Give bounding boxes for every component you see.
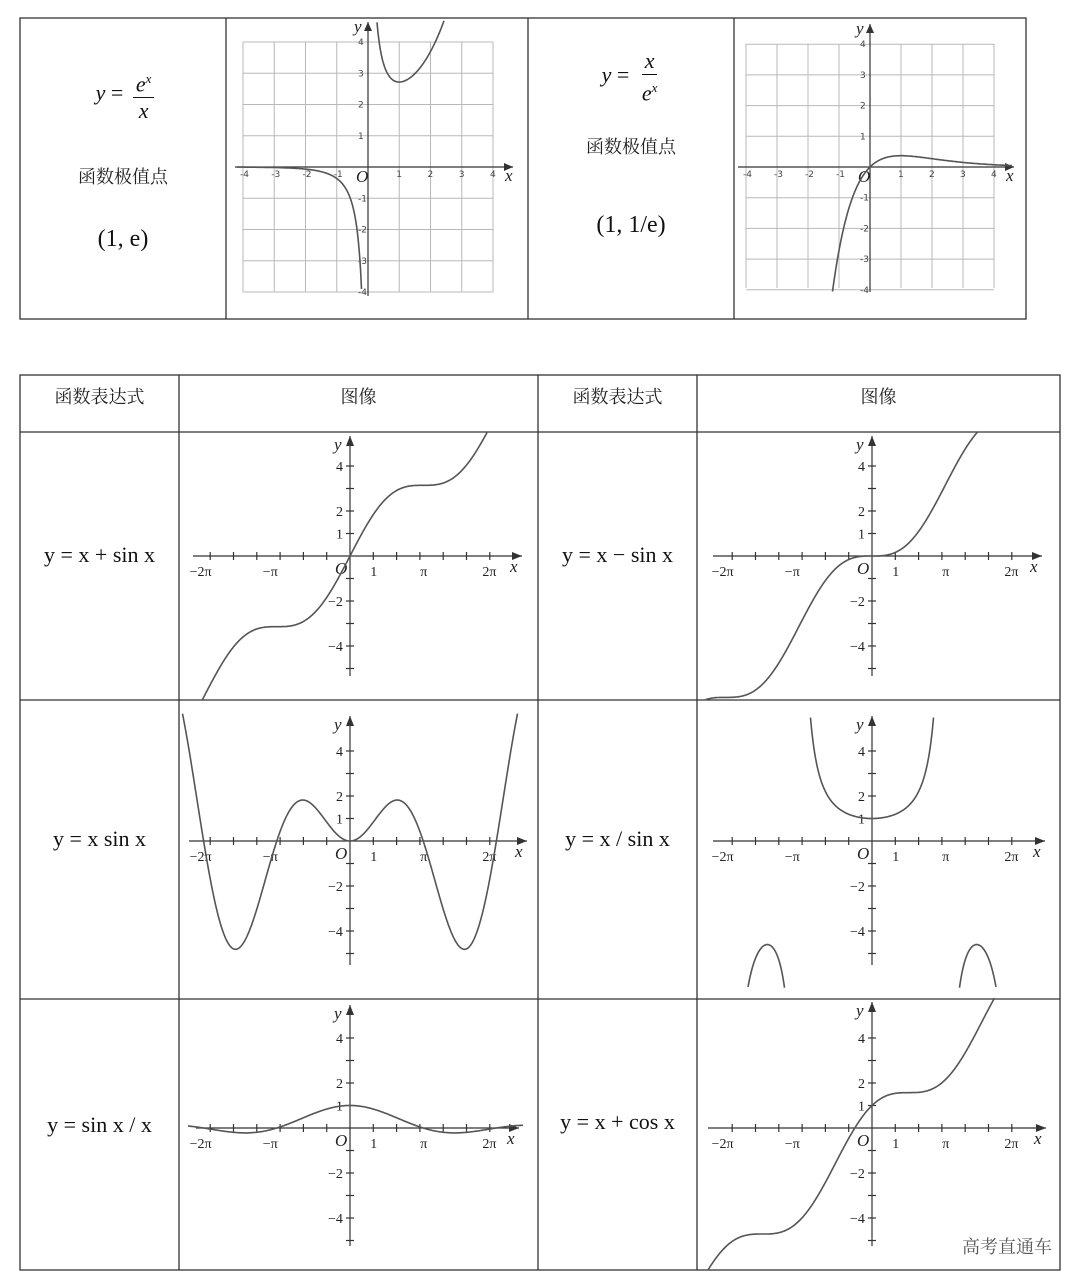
y-axis-arrow	[364, 22, 372, 31]
fraction-denominator	[639, 75, 661, 106]
origin-label: O	[335, 559, 348, 578]
x-tick-label: O	[356, 167, 369, 186]
x-axis-label: x	[1033, 842, 1041, 861]
watermark: 高考直通车	[962, 1237, 1052, 1258]
y-axis-arrow	[866, 24, 874, 33]
y-tick-label: 1	[858, 1099, 865, 1115]
x-tick-label: π	[420, 850, 428, 865]
x-tick-label: π	[942, 1137, 950, 1152]
y-tick-label: 4	[336, 745, 343, 760]
y-tick-label: -4	[860, 285, 869, 296]
function-curve	[237, 21, 444, 289]
charts-layer	[183, 17, 1047, 1270]
formula-x-plus-sinx: y = x + sin x	[44, 542, 155, 567]
chart-5	[183, 714, 528, 965]
y-tick-label: 2	[336, 1077, 343, 1092]
y-tick-label: −2	[850, 880, 865, 895]
y-tick-label: −2	[328, 880, 343, 895]
y-tick-label: 2	[860, 101, 866, 112]
formula-ex-over-x	[60, 66, 190, 124]
formula-x-over-sinx: y = x / sin x	[565, 826, 670, 851]
x-axis-label: x	[510, 557, 518, 576]
y-axis-arrow	[868, 1002, 876, 1012]
y-tick-label: 4	[858, 460, 865, 475]
numerator-exponent: x	[145, 71, 152, 86]
origin-label: O	[335, 844, 348, 863]
y-tick-label: −4	[328, 925, 343, 940]
x-tick-label: −2π	[711, 850, 734, 865]
x-tick-label: −2π	[711, 1137, 734, 1152]
y-tick-label: −4	[850, 925, 865, 940]
x-tick-label: -1	[333, 170, 343, 180]
y-tick-label: 1	[858, 527, 865, 543]
x-tick-label: 3	[960, 170, 966, 180]
y-tick-label: 2	[336, 790, 343, 805]
y-tick-label: -3	[358, 256, 367, 267]
y-tick-label: 4	[860, 40, 866, 51]
x-tick-label: -3	[774, 170, 783, 180]
y-axis-arrow	[868, 436, 876, 446]
formula-sinx-over-x: y = sin x / x	[47, 1112, 152, 1137]
x-tick-label: π	[942, 850, 950, 865]
function-curve	[705, 432, 978, 700]
y-tick-label: 2	[358, 100, 364, 111]
x-tick-label: 1	[370, 1137, 378, 1152]
y-tick-label: -1	[860, 193, 869, 204]
chart-6	[712, 715, 1045, 988]
y-tick-label: 1	[358, 131, 364, 142]
y-tick-label: 4	[336, 460, 343, 475]
x-axis-label: x	[505, 166, 513, 185]
x-tick-label: −π	[262, 565, 278, 580]
fraction-numerator	[133, 66, 155, 98]
chart-1	[235, 17, 513, 298]
y-tick-label: 1	[336, 812, 343, 828]
origin-label: O	[857, 844, 870, 863]
y-tick-label: 4	[336, 1032, 343, 1047]
x-tick-label: π	[942, 565, 950, 580]
y-tick-label: −4	[328, 1212, 343, 1227]
x-tick-label: −π	[784, 565, 800, 580]
formula-y: y	[601, 62, 612, 88]
function-curve	[188, 1106, 523, 1133]
y-axis-label: y	[334, 435, 342, 454]
header-expression-2: 函数表达式	[572, 387, 663, 408]
y-tick-label: 2	[858, 505, 865, 520]
y-tick-label: -2	[860, 224, 869, 235]
x-tick-label: −π	[784, 850, 800, 865]
header-expression-1: 函数表达式	[54, 387, 145, 408]
y-tick-label: −2	[328, 1167, 343, 1182]
extreme-label-1: 函数极值点	[78, 167, 168, 188]
origin-label: O	[857, 559, 870, 578]
x-tick-label: −2π	[711, 565, 734, 580]
x-tick-label: −2π	[189, 1137, 212, 1152]
formula-y: y	[95, 80, 106, 106]
extreme-point-2: (1, 1/e)	[596, 212, 666, 238]
x-tick-label: −π	[784, 1137, 800, 1152]
y-tick-label: 2	[858, 790, 865, 805]
y-axis-label: y	[856, 19, 864, 38]
y-axis-arrow	[346, 1005, 354, 1015]
x-tick-label: 2π	[482, 1137, 497, 1152]
fraction-numerator	[642, 48, 658, 75]
x-tick-label: -4	[743, 170, 752, 180]
x-axis-label: x	[1006, 166, 1014, 185]
x-tick-label: -1	[836, 170, 845, 180]
y-axis-label: y	[856, 1001, 864, 1020]
chart-3	[190, 433, 522, 700]
x-axis-label: x	[515, 842, 523, 861]
y-tick-label: 3	[358, 69, 364, 80]
y-tick-label: 2	[858, 1077, 865, 1092]
origin-label: O	[857, 1131, 870, 1150]
x-tick-label: 2	[427, 170, 434, 180]
x-tick-label: O	[858, 167, 871, 186]
y-tick-label: −4	[850, 640, 865, 655]
x-tick-label: 2π	[1004, 850, 1019, 865]
y-tick-label: -3	[860, 255, 869, 266]
x-tick-label: 1	[892, 850, 900, 865]
x-axis-label: x	[1030, 557, 1038, 576]
x-tick-label: 3	[458, 170, 465, 180]
y-axis-arrow	[346, 436, 354, 446]
extreme-point-1: (1, e)	[97, 226, 149, 252]
x-axis-label: x	[507, 1129, 515, 1148]
x-tick-label: 1	[396, 170, 402, 180]
formula-equals: =	[110, 80, 124, 106]
x-tick-label: 1	[898, 170, 904, 180]
fraction	[639, 48, 661, 106]
x-tick-label: 4	[490, 170, 496, 180]
formula-x-plus-cosx: y = x + cos x	[560, 1109, 675, 1134]
chart-4	[705, 432, 1042, 700]
x-tick-label: 2π	[1004, 1137, 1019, 1152]
y-tick-label: −4	[328, 640, 343, 655]
fraction	[133, 66, 155, 124]
x-tick-label: 1	[892, 1137, 900, 1152]
extreme-label-2: 函数极值点	[586, 137, 676, 158]
x-tick-label: π	[420, 565, 428, 580]
y-axis-arrow	[868, 716, 876, 726]
origin-label: O	[335, 1131, 348, 1150]
y-tick-label: −2	[328, 595, 343, 610]
y-tick-label: −2	[850, 595, 865, 610]
numerator-base: e	[135, 71, 146, 97]
formula-x-over-ex	[566, 48, 696, 106]
chart-2	[738, 19, 1014, 296]
y-axis-label: y	[856, 715, 864, 734]
y-tick-label: 1	[336, 527, 343, 543]
y-tick-label: 4	[858, 745, 865, 760]
denominator-base: e	[641, 80, 652, 106]
function-curve	[708, 998, 995, 1270]
x-tick-label: 2π	[482, 850, 497, 865]
y-tick-label: 1	[336, 1099, 343, 1115]
x-tick-label: 2π	[1004, 565, 1019, 580]
chart-8	[708, 998, 1046, 1270]
y-tick-label: −4	[850, 1212, 865, 1227]
chart-7	[188, 1004, 523, 1246]
header-graph-2: 图像	[860, 387, 897, 408]
y-tick-label: 3	[860, 70, 866, 81]
denominator-text: x	[138, 98, 149, 124]
y-tick-label: 2	[336, 505, 343, 520]
fraction-denominator	[136, 98, 152, 124]
x-tick-label: -4	[240, 170, 249, 180]
x-tick-label: −π	[262, 1137, 278, 1152]
y-tick-label: 4	[358, 38, 364, 48]
function-curve	[203, 433, 488, 700]
y-tick-label: -2	[358, 225, 367, 236]
y-axis-label: y	[334, 715, 342, 734]
x-tick-label: -3	[271, 170, 281, 180]
numerator-text: x	[644, 48, 655, 73]
x-axis-label: x	[1034, 1129, 1042, 1148]
x-tick-label: 2	[929, 170, 935, 180]
x-tick-label: −π	[262, 850, 278, 865]
x-tick-label: -2	[805, 170, 814, 180]
y-tick-label: -4	[358, 288, 367, 298]
x-tick-label: 4	[991, 170, 997, 180]
y-tick-label: 1	[858, 812, 865, 828]
y-axis-label: y	[856, 435, 864, 454]
x-tick-label: −2π	[189, 850, 212, 865]
x-tick-label: π	[420, 1137, 428, 1152]
y-axis-label: y	[334, 1004, 342, 1023]
formula-x-sinx: y = x sin x	[52, 826, 147, 851]
denominator-exponent: x	[651, 80, 658, 95]
x-tick-label: 1	[370, 565, 378, 580]
x-tick-label: -2	[302, 170, 312, 180]
y-tick-label: -1	[358, 194, 367, 205]
header-graph-1: 图像	[340, 387, 377, 408]
x-tick-label: 1	[370, 850, 378, 865]
y-tick-label: 4	[858, 1032, 865, 1047]
y-tick-label: −2	[850, 1167, 865, 1182]
x-tick-label: 2π	[482, 565, 497, 580]
y-axis-arrow	[346, 716, 354, 726]
formula-x-minus-sinx: y = x − sin x	[562, 542, 673, 567]
y-tick-label: 1	[860, 132, 866, 143]
x-tick-label: −2π	[189, 565, 212, 580]
y-axis-label: y	[354, 17, 362, 36]
x-tick-label: 1	[892, 565, 900, 580]
formula-equals: =	[616, 62, 630, 88]
